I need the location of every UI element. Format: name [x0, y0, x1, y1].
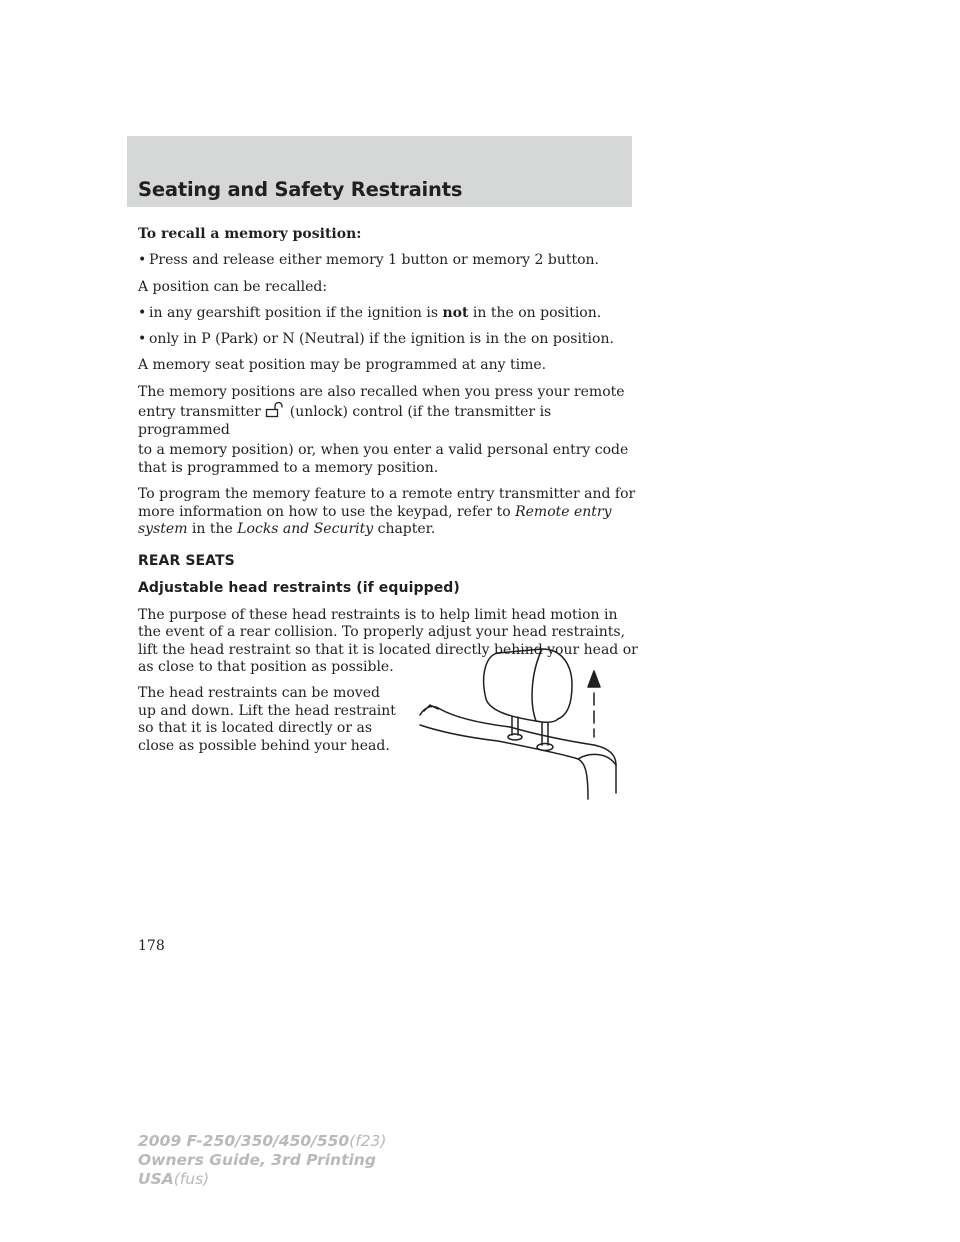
remote-recall-rest: to a memory position) or, when you enter a valid personal entry code that is programmed to a memory position. [138, 442, 629, 476]
footer-model-code: (f23) [349, 1132, 387, 1150]
footer-printing: Owners Guide, 3rd Printing [138, 1151, 376, 1169]
bullet-text-part: in any gearshift position if the ignition is [149, 304, 443, 321]
purpose-paragraph: The purpose of these head restraints is to help limit head motion in the event of a rear collision. To properly adjust your head restraints, lift the head restraint so that it is located directly behind your head or as close to that position as possible. [138, 606, 638, 676]
program-text: in the [187, 521, 238, 538]
footer-market-code: (fus) [173, 1170, 210, 1188]
recalled-intro: A position can be recalled: [138, 278, 328, 295]
remote-line-2a: entry transmitter [138, 404, 266, 421]
rear-seats-heading: REAR SEATS [138, 552, 235, 569]
emphasis-not: not [442, 304, 469, 321]
bullet-dot: • [138, 304, 147, 321]
remote-recall-paragraph [138, 384, 638, 440]
bullet-text-part: in the on position. [468, 304, 602, 321]
bullet-dot: • [138, 252, 147, 269]
page-number: 178 [138, 938, 165, 954]
recall-bullet-text: Press and release either memory 1 button or memory 2 button. [149, 252, 600, 269]
list-item [138, 331, 638, 349]
unlock-icon [265, 401, 285, 418]
recall-heading: To recall a memory position: [138, 226, 362, 242]
programmed-anytime-text: A memory seat position may be programmed at any time. [138, 357, 547, 374]
remote-line-1: The memory positions are also recalled when you press your remote [138, 383, 625, 400]
gearshift-bullet-text [149, 305, 601, 323]
program-memory-paragraph [138, 486, 638, 539]
head-restraints-heading: Adjustable head restraints (if equipped) [138, 580, 460, 597]
remote-entry-reference: Remote entry system [138, 503, 612, 538]
program-text: To program the memory feature to a remote entry transmitter and for more information on how to use the keypad, refer to [138, 486, 636, 520]
document-footer [138, 1132, 386, 1189]
locks-security-reference: Locks and Security [237, 521, 374, 538]
chapter-title: Seating and Safety Restraints [138, 178, 463, 201]
footer-model: 2009 F-250/350/450/550 [138, 1132, 350, 1150]
footer-market: USA [138, 1170, 174, 1188]
program-text: chapter. [373, 521, 436, 538]
head-restraint-illustration [418, 645, 628, 803]
list-item [138, 305, 638, 323]
list-item [138, 252, 638, 270]
moved-paragraph: The head restraints can be moved up and down. Lift the head restraint so that it is located directly or as close as possible behind your head. [138, 685, 396, 754]
bullet-dot: • [138, 331, 147, 348]
remote-line-2b: (unlock) control (if the transmitter is programmed [138, 404, 552, 438]
park-bullet-text: only in P (Park) or N (Neutral) if the ignition is in the on position. [149, 331, 614, 348]
